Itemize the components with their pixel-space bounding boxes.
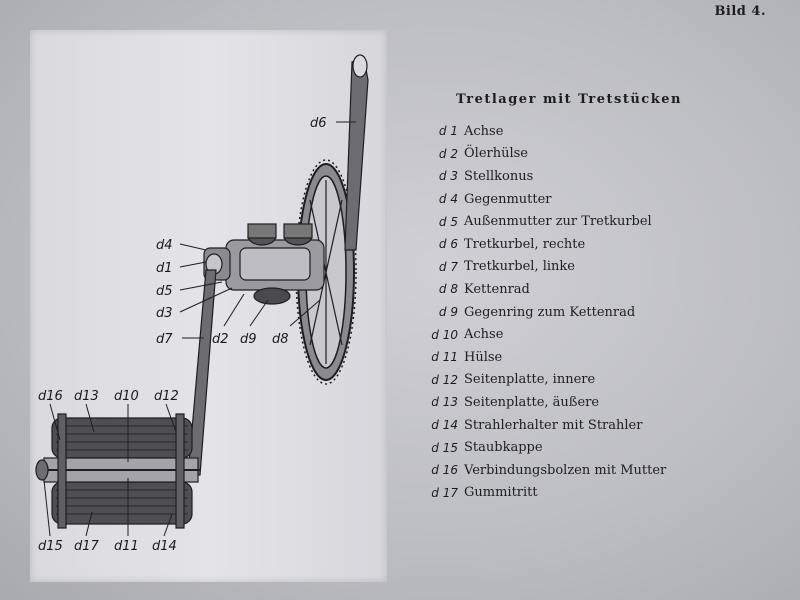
legend-item	[428, 210, 666, 233]
label-d6: d6	[310, 116, 327, 131]
legend-text: Seitenplatte, innere	[464, 372, 596, 388]
legend-text: Achse	[464, 327, 504, 343]
legend-item	[428, 391, 666, 414]
legend-text: Gegenring zum Kettenrad	[464, 304, 636, 320]
legend-item	[428, 143, 666, 166]
legend-text: Ölerhülse	[464, 146, 528, 162]
legend-text: Staubkappe	[464, 440, 543, 456]
label-d16: d16	[38, 389, 63, 404]
legend-item	[428, 188, 666, 211]
legend-code: d 8	[438, 282, 458, 297]
legend-code: d 11	[431, 350, 458, 365]
legend-code: d 12	[431, 372, 458, 387]
label-d4: d4	[156, 238, 173, 253]
legend-item	[428, 233, 666, 256]
legend-code: d 9	[438, 305, 458, 320]
legend-item	[428, 459, 666, 482]
label-d2: d2	[212, 332, 229, 347]
label-d9: d9	[240, 332, 257, 347]
legend-text: Außenmutter zur Tretkurbel	[464, 214, 652, 230]
label-d10: d10	[114, 389, 139, 404]
label-d8: d8	[272, 332, 289, 347]
legend-code: d 2	[438, 146, 458, 161]
legend-code: d 3	[438, 169, 458, 184]
legend-item	[428, 346, 666, 369]
legend-text: Kettenrad	[464, 281, 530, 297]
legend-code: d 17	[431, 485, 458, 500]
legend-item	[428, 120, 666, 143]
legend-code: d 6	[438, 237, 458, 252]
legend-text: Tretkurbel, linke	[464, 259, 575, 275]
legend-item	[428, 165, 666, 188]
label-d11: d11	[114, 539, 139, 554]
label-d14: d14	[152, 539, 177, 554]
legend-item	[428, 256, 666, 279]
label-d3: d3	[156, 306, 173, 321]
legend-item	[428, 323, 666, 346]
legend-item	[428, 301, 666, 324]
legend-text: Tretkurbel, rechte	[464, 236, 586, 252]
legend-text: Seitenplatte, äußere	[464, 394, 600, 410]
legend-code: d 16	[431, 463, 458, 478]
right-crank-drawing	[345, 55, 368, 250]
legend-code: d 13	[431, 395, 458, 410]
legend-code: d 10	[431, 327, 458, 342]
legend-title: Tretlager mit Tretstücken	[456, 92, 682, 107]
label-d15: d15	[38, 539, 63, 554]
parts-legend	[428, 120, 666, 504]
legend-text: Strahlerhalter mit Strahler	[464, 417, 643, 433]
legend-text: Achse	[464, 123, 504, 139]
legend-code: d 15	[431, 440, 458, 455]
legend-text: Hülse	[464, 349, 503, 365]
label-d5: d5	[156, 284, 173, 299]
legend-code: d 7	[438, 259, 458, 274]
legend-text: Gummitritt	[464, 485, 538, 501]
legend-code: d 4	[438, 192, 458, 207]
legend-item	[428, 369, 666, 392]
legend-code: d 14	[431, 418, 458, 433]
label-d1: d1	[156, 261, 173, 276]
legend-text: Stellkonus	[464, 168, 534, 184]
legend-item	[428, 482, 666, 505]
label-d12: d12	[154, 389, 179, 404]
figure-number: Bild 4.	[714, 4, 766, 19]
legend-text: Gegenmutter	[464, 191, 552, 207]
label-d7: d7	[156, 332, 173, 347]
legend-code: d 5	[438, 214, 458, 229]
legend-code: d 1	[438, 124, 458, 139]
legend-item	[428, 414, 666, 437]
legend-item	[428, 278, 666, 301]
legend-text: Verbindungsbolzen mit Mutter	[464, 462, 667, 478]
label-d17: d17	[74, 539, 99, 554]
label-d13: d13	[74, 389, 99, 404]
legend-item	[428, 436, 666, 459]
